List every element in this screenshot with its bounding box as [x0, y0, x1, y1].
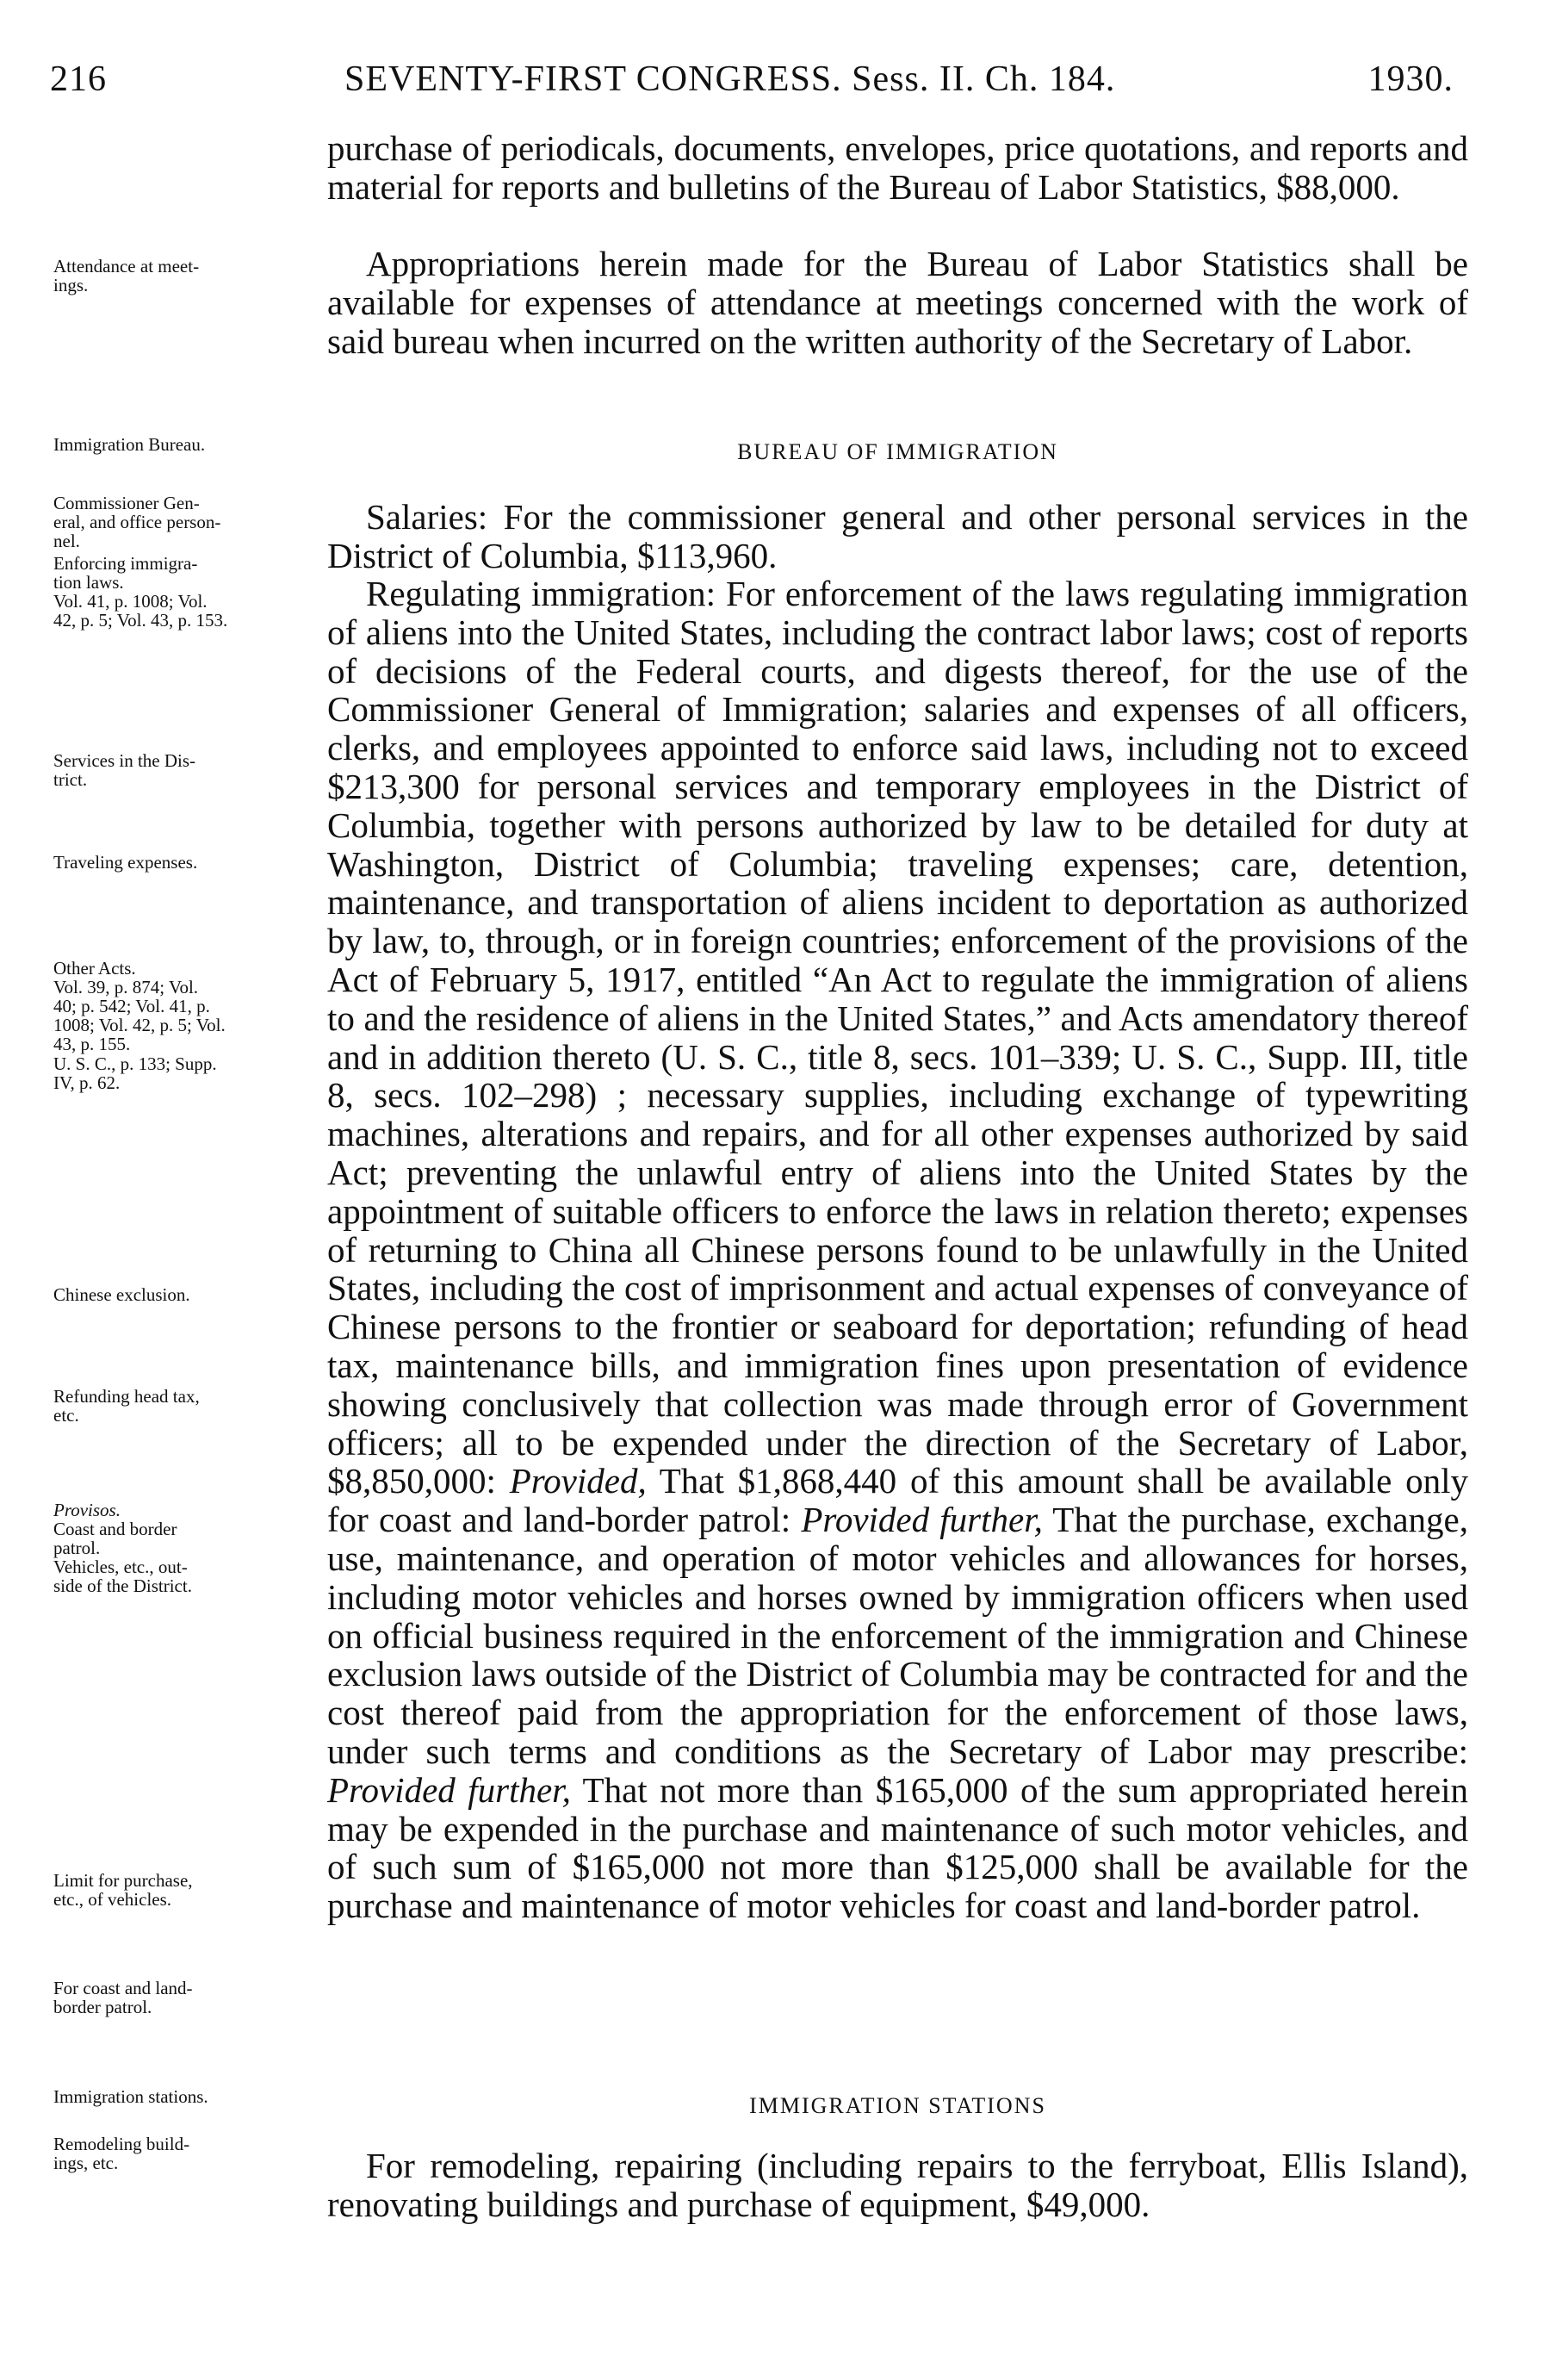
header-year: 1930. — [1367, 59, 1454, 99]
margin-note-usc-refs: U. S. C., p. 133; Supp. IV, p. 62. — [53, 1053, 217, 1093]
running-head: SEVENTY-FIRST CONGRESS. Sess. II. Ch. 184. — [344, 59, 1116, 99]
margin-note-remodeling: Remodeling build- ings, etc. — [53, 2134, 190, 2173]
margin-note-traveling: Traveling expenses. — [53, 852, 198, 873]
margin-note-coast-land: For coast and land- border patrol. — [53, 1978, 193, 2017]
margin-note-refunding: Refunding head tax, etc. — [53, 1386, 200, 1426]
margin-note-coast-border: Coast and border patrol. — [53, 1519, 177, 1558]
paragraph-periodicals: purchase of periodicals, documents, envelopes, price quotations, and reports and material for reports and bulletins of the Bureau of Labor Statistics, $88,000. — [327, 128, 1468, 207]
margin-note-commissioner: Commissioner Gen- eral, and office person- nel. — [53, 493, 221, 551]
margin-note-vehicles: Vehicles, etc., out- side of the District. — [53, 1557, 192, 1596]
proviso-2: Provided further, — [801, 1500, 1043, 1540]
margin-note-vol-refs-1: Vol. 41, p. 1008; Vol. 42, p. 5; Vol. 43, p. 153. — [53, 591, 228, 631]
proviso-3: Provided further, — [327, 1769, 571, 1810]
margin-note-chinese-exclusion: Chinese exclusion. — [53, 1284, 190, 1305]
paragraph-salaries: Salaries: For the commissioner general and other personal services in the District of Columbia, $113,960. — [327, 497, 1468, 575]
margin-note-enforcing: Enforcing immigra- tion laws. — [53, 553, 198, 593]
paragraph-regulating: Regulating immigration: For enforcement of the laws regulating immigration of aliens into the United States, including the contract labor laws; cost of reports of decisions of the Federal courts, and digests thereof, for the use of the Commissioner General of Immigration; salaries and expenses of all officers, clerks, and employees appointed to enforce said laws, including not to exceed $213,300 for personal services and temporary employees in the District of Columbia, together with persons authorized by law to be detailed for duty at Washington, District of Columbia; traveling expenses; care, detention, maintenance, and transportation of aliens incident to deportation as authorized by law, to, through, or in foreign countries; enforcement of the provisions of the Act of February 5, 1917, entitled “An Act to regulate the immigration of aliens to and the residence of aliens in the United States,” and Acts amendatory thereof and in addition thereto (U. S. C., title 8, secs. 101–339; U. S. C., Supp. III, title 8, secs. 102–298) ; necessary supplies, including exchange of typewriting machines, alterations and repairs, and for all other expenses authorized by said Act; preventing the unlawful entry of aliens into the United States by the appointment of suitable officers to enforce the laws in relation thereto; expenses of returning to China all Chinese persons found to be unlawfully in the United States, including the cost of imprisonment and actual expenses of conveyance of Chinese persons to the frontier or seaboard for deportation; refunding of head tax, maintenance bills, and immigration fines upon presentation of evidence showing conclusively that collection was made through error of Government officers; all to be expended under the direction of the Secretary of Labor, $8,850,000: Provided, That $1,868,440 of this amount shall be available only for coast and land-border patrol: Provided further, That the purchase, exchange, use, maintenance, and operation of motor vehicles and allowances for horses, including motor vehicles and horses owned by immigration officers when used on official business required in the enforcement of the immigration and Chinese exclusion laws outside of the District of Columbia may be contracted for and the cost thereof paid from the appropriation for the enforcement of those laws, under such terms and conditions as the Secretary of Labor may prescribe: Provided further, That not more than $165,000 of the sum appropriated herein may be expended in the purchase and maintenance of such motor vehicles, and of such sum of $165,000 not more than $125,000 shall be available for the purchase and maintenance of motor vehicles for coast and land-border patrol. — [327, 574, 1468, 1926]
heading-immigration-stations: IMMIGRATION STATIONS — [749, 2093, 1046, 2118]
margin-note-services-district: Services in the Dis- trict. — [53, 750, 196, 790]
margin-note-vol-refs-2: Vol. 39, p. 874; Vol. 40; p. 542; Vol. 41, p. 1008; Vol. 42, p. 5; Vol. 43, p. 155. — [53, 977, 226, 1054]
margin-note-immigration-bureau: Immigration Bureau. — [53, 434, 206, 455]
heading-bureau-of-immigration: BUREAU OF IMMIGRATION — [737, 439, 1058, 464]
paragraph-remodeling: For remodeling, repairing (including repairs to the ferryboat, Ellis Island), renovating buildings and purchase of equipment, $49,000. — [327, 2146, 1468, 2224]
margin-note-attendance: Attendance at meet- ings. — [53, 256, 200, 295]
margin-note-other-acts: Other Acts. — [53, 958, 136, 979]
page-header — [50, 53, 1454, 105]
proviso-1: Provided, — [509, 1461, 647, 1501]
margin-note-immigration-stations: Immigration stations. — [53, 2086, 208, 2107]
margin-note-limit-purchase: Limit for purchase, etc., of vehicles. — [53, 1870, 193, 1910]
paragraph-appropriations: Appropriations herein made for the Bureau of Labor Statistics shall be available for expenses of attendance at meetings concerned with the work of said bureau when incurred on the written authority of the Secretary of Labor. — [327, 244, 1468, 361]
page-number: 216 — [50, 59, 107, 99]
margin-note-provisos: Provisos. — [53, 1500, 121, 1520]
